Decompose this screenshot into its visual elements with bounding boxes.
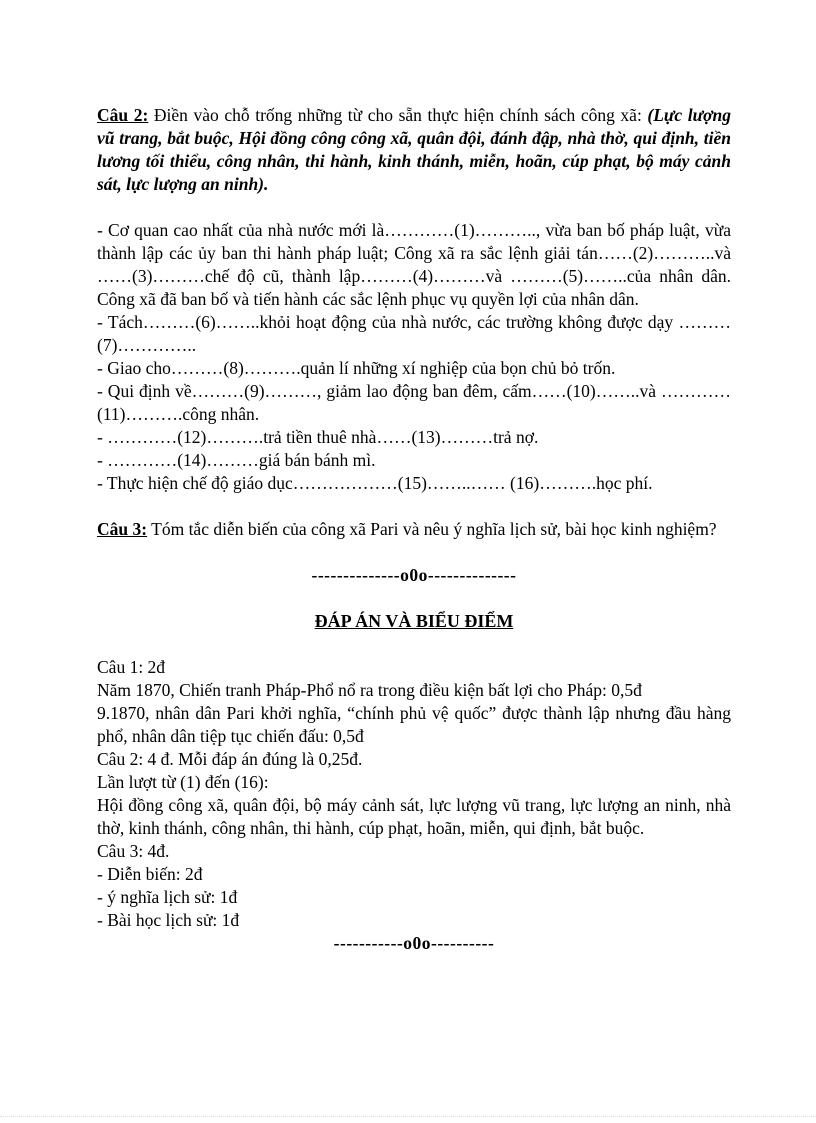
fill-item-1: - Cơ quan cao nhất của nhà nước mới là…………(1)……….., vừa ban bố pháp luật, vừa thành lập các ủy ban thi hành pháp luật; Công xã ra sắc lệnh giải tán……(2)………..và ……(3)………chế độ cũ, thành lập………(4)………và ………(5)……..của nhân dân. Công xã đã ban bố và tiến hành các sắc lệnh phục vụ quyền lợi của nhân dân. — [97, 220, 731, 309]
question-2-word-bank: (Lực lượng vũ trang, bắt buộc, Hội đồng công công xã, quân đội, đánh đập, nhà thờ, qui định, tiền lương tối thiểu, công nhân, thi hành, kinh thánh, miễn, hoãn, cúp phạt, bộ máy cảnh sát, lực lượng an ninh). — [97, 105, 731, 194]
question-2-label: Câu 2: — [97, 105, 149, 125]
separator-top: --------------o0o-------------- — [311, 565, 517, 585]
answer-line: Năm 1870, Chiến tranh Pháp-Phổ nổ ra trong điều kiện bất lợi cho Pháp: 0,5đ — [97, 680, 642, 700]
question-2 — [97, 104, 731, 196]
answer-line: - Diễn biến: 2đ — [97, 864, 203, 884]
answer-line: Câu 3: 4đ. — [97, 841, 170, 861]
answer-line: - ý nghĩa lịch sử: 1đ — [97, 887, 238, 907]
fill-item-7: - Thực hiện chế độ giáo dục………………(15)……..…… (16)……….học phí. — [97, 473, 653, 493]
separator-bottom: -----------o0o---------- — [333, 933, 495, 953]
fill-item-5: - …………(12)……….trả tiền thuê nhà……(13)………trả nợ. — [97, 427, 539, 447]
answer-line: Lần lượt từ (1) đến (16): — [97, 772, 269, 792]
question-3-label: Câu 3: — [97, 519, 148, 539]
fill-item-6: - …………(14)………giá bán bánh mì. — [97, 450, 376, 470]
question-3 — [97, 518, 731, 541]
answer-line: - Bài học lịch sử: 1đ — [97, 910, 240, 930]
page-edge-divider — [0, 1116, 816, 1117]
fill-item-2: - Tách………(6)……..khỏi hoạt động của nhà nước, các trường không được dạy ………(7)………….. — [97, 312, 731, 355]
question-2-prompt: Điền vào chỗ trống những từ cho sẵn thực hiện chính sách công xã: — [148, 105, 648, 125]
document-page — [97, 104, 731, 955]
answer-line: 9.1870, nhân dân Pari khởi nghĩa, “chính phủ vệ quốc” được thành lập nhưng đầu hàng phổ, nhân dân tiệp tục chiến đấu: 0,5đ — [97, 703, 731, 746]
fill-item-3: - Giao cho………(8)……….quản lí những xí nghiệp của bọn chủ bỏ trốn. — [97, 358, 616, 378]
fill-item-4: - Qui định về………(9)………, giảm lao động ban đêm, cấm……(10)……..và …………(11)……….công nhân. — [97, 381, 731, 424]
question-3-text: Tóm tắc diễn biến của công xã Pari và nêu ý nghĩa lịch sử, bài học kinh nghiệm? — [147, 519, 717, 539]
answer-title: ĐÁP ÁN VÀ BIỂU ĐIỂM — [314, 611, 514, 631]
answer-line: Hội đồng công xã, quân đội, bộ máy cảnh sát, lực lượng vũ trang, lực lượng an ninh, nhà thờ, kinh thánh, công nhân, thi hành, cúp phạt, hoãn, miễn, qui định, bắt buộc. — [97, 795, 731, 838]
answer-line: Câu 2: 4 đ. Mỗi đáp án đúng là 0,25đ. — [97, 749, 363, 769]
answer-line: Câu 1: 2đ — [97, 657, 166, 677]
